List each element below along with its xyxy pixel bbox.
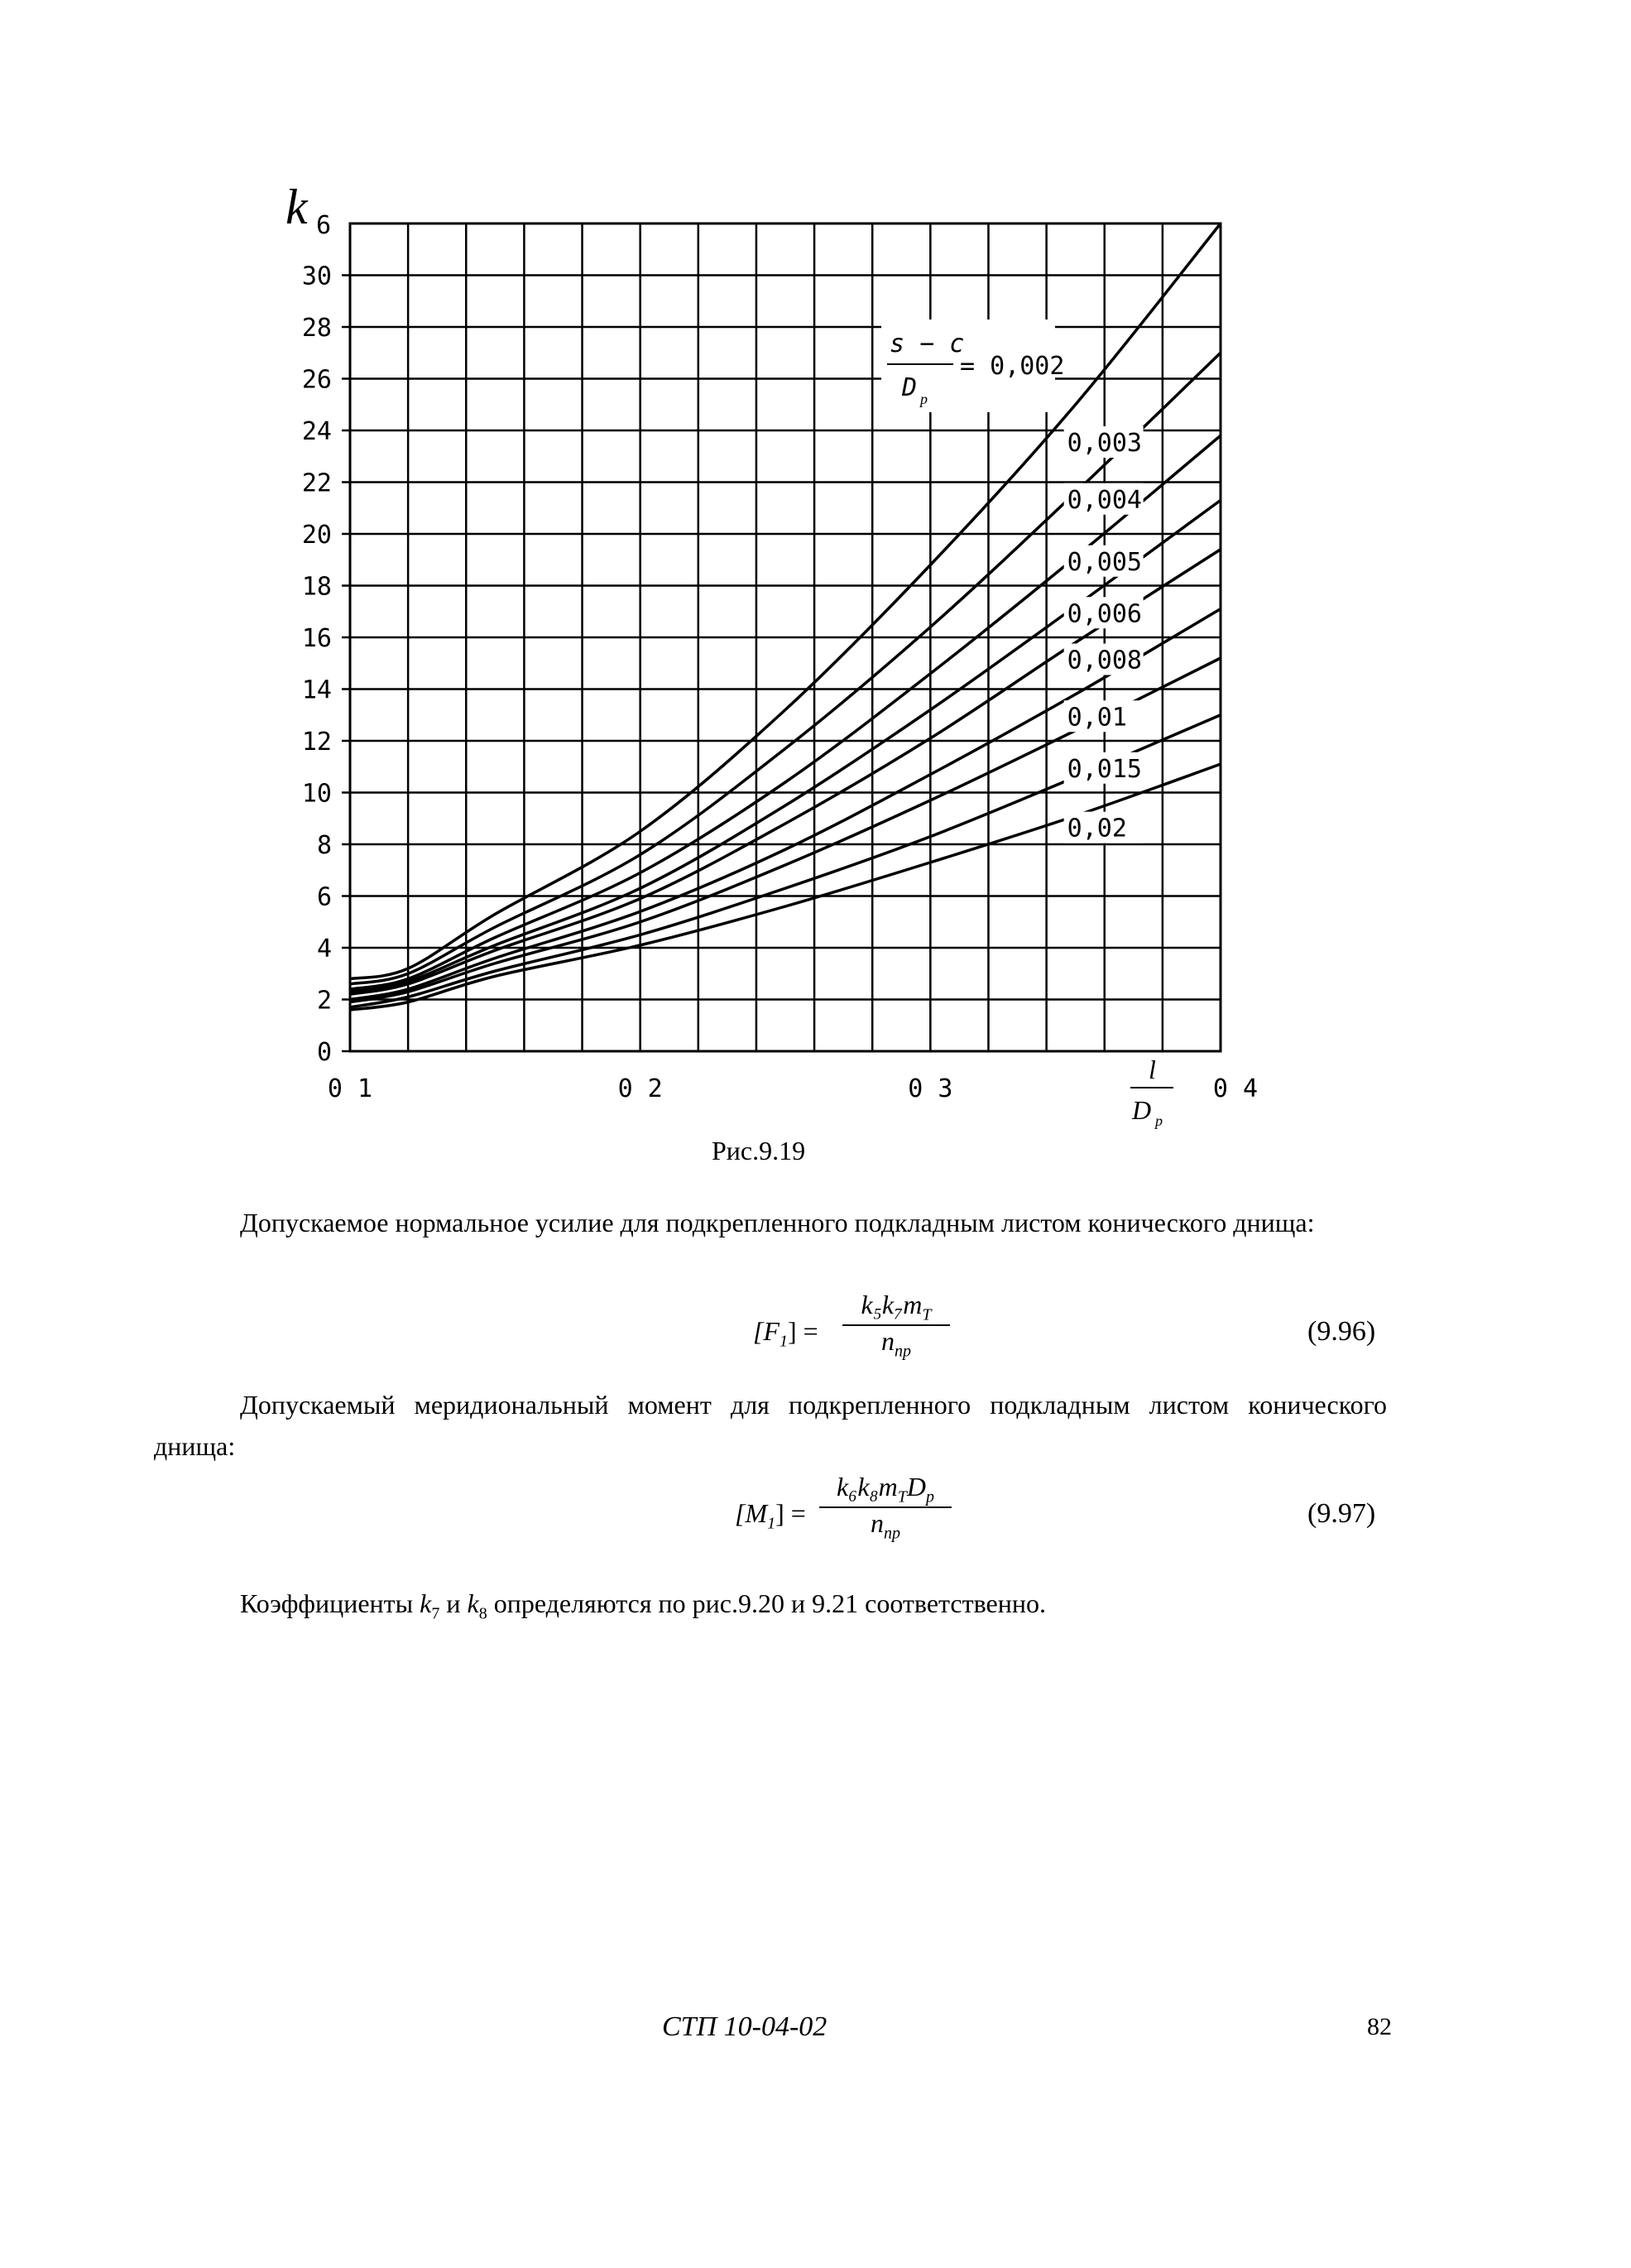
y-tick-label: 2 xyxy=(316,986,332,1016)
x-tick-labels xyxy=(328,1074,1258,1103)
param-label-eq: = 0,002 xyxy=(960,352,1065,381)
paragraph-3-k8: k xyxy=(467,1588,479,1618)
formula-1-numerator: k₅k₇m xyxy=(861,1290,923,1319)
y-tick-label: 28 xyxy=(301,314,332,343)
formula-1-denominator-sub: пр xyxy=(895,1342,911,1361)
formula-1-numerator-sub: T xyxy=(922,1305,932,1324)
paragraph-3-k7: k xyxy=(420,1588,432,1618)
y-axis-label-sub: 6 xyxy=(316,211,332,240)
formula-1-number: (9.96) xyxy=(1307,1316,1376,1347)
y-tick-label: 16 xyxy=(301,624,332,653)
x-tick-label: 0 4 xyxy=(1212,1074,1259,1103)
paragraph-1-text: Допускаемое нормальное усилие для подкрепленного подкладным листом конического днища: xyxy=(240,1208,1315,1237)
curve-label: 0,02 xyxy=(1067,814,1127,843)
formula-1-denominator: n xyxy=(881,1326,895,1357)
param-label-numerator: s − c xyxy=(890,329,965,358)
y-tick-label: 22 xyxy=(301,468,332,498)
paragraph-3-and: и xyxy=(446,1588,461,1618)
curve-label: 0,008 xyxy=(1067,646,1142,675)
y-tick-label: 4 xyxy=(316,935,332,963)
y-tick-labels xyxy=(302,262,332,1068)
x-axis-label-denominator: D xyxy=(1132,1095,1152,1125)
formula-1-lhs-end: ] = xyxy=(788,1316,818,1346)
y-tick-label: 10 xyxy=(301,779,332,809)
y-tick-label: 6 xyxy=(316,882,332,912)
figure-caption: Рис.9.19 xyxy=(712,1136,806,1165)
paragraph-3-b: определяются по рис.9.20 и 9.21 соответственно. xyxy=(493,1588,1046,1618)
footer-doc-code: СТП 10-04-02 xyxy=(662,2011,827,2042)
formula-2-lhs-sub: 1 xyxy=(767,1514,776,1533)
y-tick-label: 8 xyxy=(316,831,332,860)
formula-1-fraction xyxy=(842,1290,950,1362)
paragraph-2-text: Допускаемый меридиональный момент для подкрепленного подкладным листом конического днища: xyxy=(154,1390,1387,1461)
y-tick-label: 24 xyxy=(301,417,332,446)
formula-2-numerator-tail-sub: p xyxy=(926,1487,934,1506)
formula-1-lhs: [F xyxy=(753,1316,780,1346)
formula-2-denominator-sub: пр xyxy=(884,1524,900,1543)
curve-label: 0,015 xyxy=(1067,754,1142,784)
formula-2-lhs-end: ] = xyxy=(775,1498,806,1528)
paragraph-3-k7-sub: 7 xyxy=(431,1604,440,1623)
paragraph-3-a: Коэффициенты xyxy=(240,1588,414,1618)
x-tick-label: 0 1 xyxy=(327,1074,373,1103)
x-tick-label: 0 3 xyxy=(908,1074,953,1103)
curve-label: 0,005 xyxy=(1067,547,1142,577)
y-tick-label: 12 xyxy=(301,728,332,757)
curve-label: 0,01 xyxy=(1067,703,1127,733)
formula-2-denominator: n xyxy=(871,1508,884,1539)
paragraph-3 xyxy=(154,1583,1387,1634)
paragraph-1 xyxy=(154,1202,1387,1243)
formula-9-96 xyxy=(753,1316,818,1351)
y-tick-label: 14 xyxy=(301,675,332,705)
formula-2-numerator-sub: T xyxy=(897,1487,907,1506)
formula-2-lhs: [M xyxy=(735,1498,768,1528)
curve-label: 0,006 xyxy=(1067,599,1142,629)
param-label-denominator: D xyxy=(902,373,918,402)
y-tick-label: 18 xyxy=(301,572,332,602)
formula-1-lhs-sub: 1 xyxy=(780,1332,788,1351)
param-label-den-sub: p xyxy=(920,391,928,407)
page-number: 82 xyxy=(1367,2013,1392,2040)
y-tick-label: 30 xyxy=(301,262,332,291)
formula-2-numerator-tail: D xyxy=(906,1472,926,1502)
curve-label: 0,003 xyxy=(1067,429,1142,458)
x-axis-label-numerator: l xyxy=(1149,1055,1156,1084)
formula-9-97 xyxy=(735,1498,806,1533)
formula-2-number: (9.97) xyxy=(1307,1498,1376,1529)
formula-2-numerator: k₆k₈m xyxy=(837,1472,898,1502)
y-tick-label: 0 xyxy=(316,1038,332,1067)
x-tick-label: 0 2 xyxy=(617,1074,663,1103)
y-axis-label: k xyxy=(285,180,308,234)
y-tick-label: 26 xyxy=(301,365,332,395)
y-tick-label: 20 xyxy=(301,521,332,550)
paragraph-3-k8-sub: 8 xyxy=(478,1604,487,1623)
formula-2-fraction xyxy=(819,1472,952,1544)
paragraph-2 xyxy=(154,1384,1387,1467)
curve-label: 0,004 xyxy=(1067,485,1142,515)
x-axis-label-den-sub: p xyxy=(1155,1112,1163,1129)
